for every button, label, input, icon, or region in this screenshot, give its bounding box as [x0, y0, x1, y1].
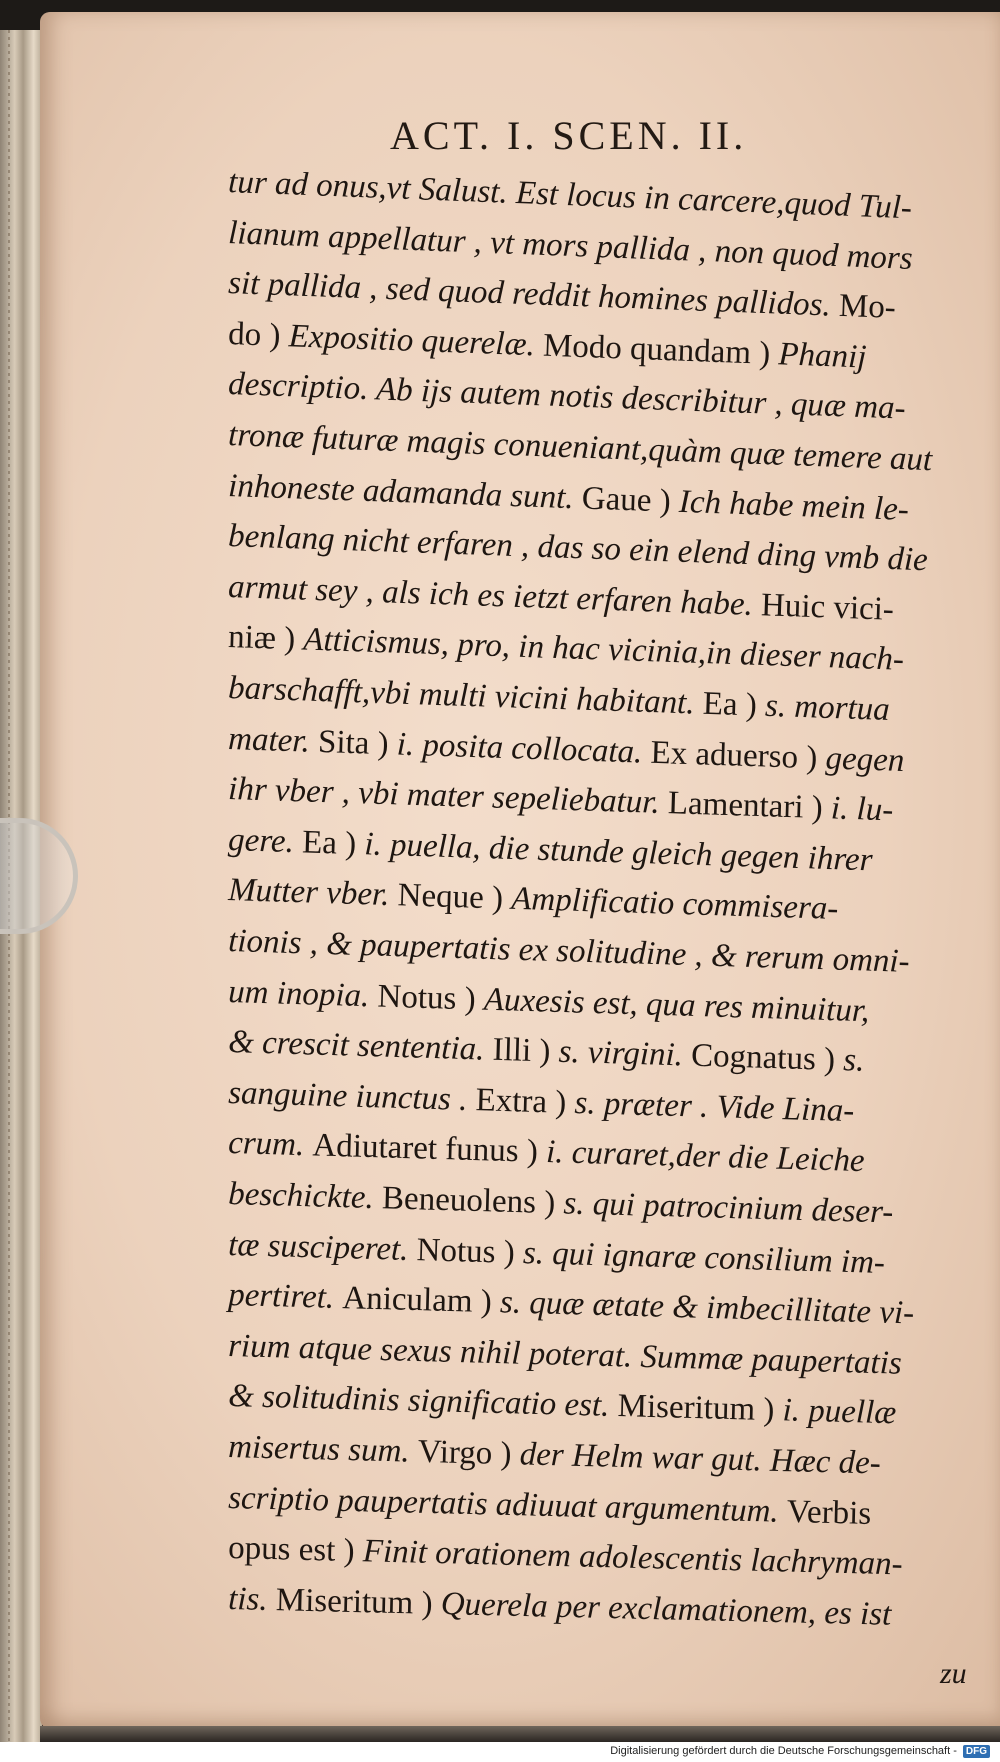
text-segment: mater. — [227, 720, 319, 760]
text-segment: i. lu- — [830, 790, 894, 829]
text-segment: i. posita collocata. — [396, 726, 652, 771]
text-segment: Sita ) — [317, 723, 398, 763]
text-segment: Auxesis est, qua res minuitur, — [483, 981, 870, 1029]
text-segment: Gaue ) — [581, 480, 680, 520]
text-segment: misertus sum. — [227, 1429, 419, 1470]
text-segment: opus est ) — [227, 1530, 364, 1570]
text-segment: Ex aduerso ) — [650, 734, 827, 777]
page-body — [40, 12, 1000, 1730]
text-segment: lianum appellatur , vt mors pallida , non quod mors — [227, 214, 914, 277]
text-segment: i. puellæ — [782, 1392, 897, 1432]
dfg-logo: DFG — [963, 1745, 990, 1758]
text-segment: Miseritum ) — [275, 1581, 442, 1622]
page-shadow — [40, 1726, 1000, 1742]
text-segment: Notus ) — [377, 978, 485, 1018]
text-segment: & solitudinis significatio est. — [227, 1378, 619, 1425]
text-segment: tæ susciperet. — [227, 1226, 418, 1268]
text-segment: tis. — [227, 1580, 277, 1618]
text-segment: Lamentari ) — [667, 785, 832, 827]
text-segment: niæ ) — [227, 619, 305, 658]
text-segment: descriptio. Ab ijs autem notis describitur , quæ ma- — [227, 366, 907, 427]
text-segment: Illi ) — [492, 1032, 560, 1070]
text-segment: i. puella, die stunde gleich gegen ihrer — [363, 826, 874, 879]
text-segment: s. quæ ætate & imbecillitate vi- — [499, 1284, 915, 1332]
text-segment: rium atque sexus nihil poterat. Summæ paupertatis — [227, 1327, 903, 1382]
text-segment: barschafft,vbi multi vicini habitant. — [227, 670, 704, 722]
text-segment: Phanij — [777, 336, 868, 376]
text-segment: Neque ) — [397, 877, 512, 918]
text-segment: Adiutaret funus ) — [312, 1127, 547, 1171]
text-segment: Aniculam ) — [341, 1280, 501, 1321]
footer — [610, 1743, 990, 1759]
text-segment: & crescit sententia. — [227, 1024, 494, 1068]
text-segment: pertiret. — [227, 1277, 343, 1317]
text-segment: Miseritum ) — [617, 1388, 784, 1429]
book-page — [40, 12, 1000, 1730]
text-segment: inhoneste adamanda sunt. — [227, 467, 583, 517]
text-segment: Ea ) — [702, 685, 766, 724]
text-segment: s. mortua — [764, 687, 891, 728]
text-segment: Verbis — [786, 1493, 872, 1532]
text-segment: Querela per exclamationem, es ist — [440, 1585, 892, 1633]
text-segment: do ) — [227, 315, 290, 355]
text-segment: armut sey , als ich es ietzt erfaren habe. — [227, 568, 762, 624]
footer-credit: Digitalisierung gefördert durch die Deutsche Forschungsgemeinschaft - — [610, 1745, 957, 1757]
text-segment: Est locus in carcere,quod Tul- — [515, 175, 913, 227]
text-segment: benlang nicht erfaren , das so ein elend ding vmb die — [227, 518, 929, 579]
text-segment: tronæ futuræ magis conueniant,quàm quæ temere aut — [227, 417, 933, 479]
text-segment: s. qui ignaræ consilium im- — [522, 1234, 886, 1281]
text-segment: sanguine iunctus . — [227, 1074, 477, 1118]
text-segment: Expositio querelæ. — [288, 318, 544, 364]
text-segment: Mutter vber. — [227, 872, 399, 914]
text-segment: tur ad onus,vt Salust. — [227, 164, 517, 212]
text-segment: scriptio paupertatis adiuuat argumentum. — [227, 1479, 788, 1530]
text-segment: beschickte. — [227, 1176, 383, 1217]
text-segment: s. qui patrocinium deser- — [562, 1185, 894, 1231]
text-segment: Notus ) — [416, 1231, 524, 1271]
text-segment: s. præter . Vide Lina- — [574, 1084, 855, 1129]
text-segment: Ich habe mein le- — [678, 483, 910, 528]
text-segment: i. curaret,der die Leiche — [545, 1134, 866, 1180]
text-segment: Extra ) — [475, 1081, 576, 1121]
text-segment: Huic vici- — [760, 587, 895, 628]
catchword: zu — [940, 1657, 967, 1690]
text-segment: Cognatus ) — [690, 1037, 844, 1079]
text-segment: Virgo ) — [417, 1433, 521, 1473]
text-segment: Modo quandam ) — [542, 327, 780, 373]
text-segment: s. virgini. — [558, 1033, 692, 1074]
text-segment: Atticismus, pro, in hac vicinia,in dieser nach- — [302, 621, 905, 679]
text-segment: um inopia. — [227, 973, 379, 1015]
text-segment: gegen — [824, 740, 905, 779]
text-segment: gere. — [227, 821, 303, 861]
text-segment: Mo- — [838, 288, 897, 327]
text-segment: sit pallida , sed quod reddit homines pallidos. — [227, 265, 840, 325]
text-segment: Amplificatio commisera- — [510, 881, 839, 928]
text-segment: tionis , & paupertatis ex solitudine , & rerum omni- — [227, 923, 911, 980]
text-segment: Beneuolens ) — [381, 1180, 564, 1222]
text-segment: der Helm war gut. Hæc de- — [519, 1436, 882, 1482]
page-header: ACT. I. SCEN. II. — [390, 113, 748, 158]
text-segment: ihr vber , vbi mater sepeliebatur. — [227, 771, 669, 822]
text-segment: Ea ) — [301, 824, 365, 863]
text-segment: Finit orationem adolescentis lachryman- — [362, 1533, 904, 1583]
text-segment: s. — [842, 1042, 865, 1079]
text-segment: crum. — [227, 1125, 314, 1164]
